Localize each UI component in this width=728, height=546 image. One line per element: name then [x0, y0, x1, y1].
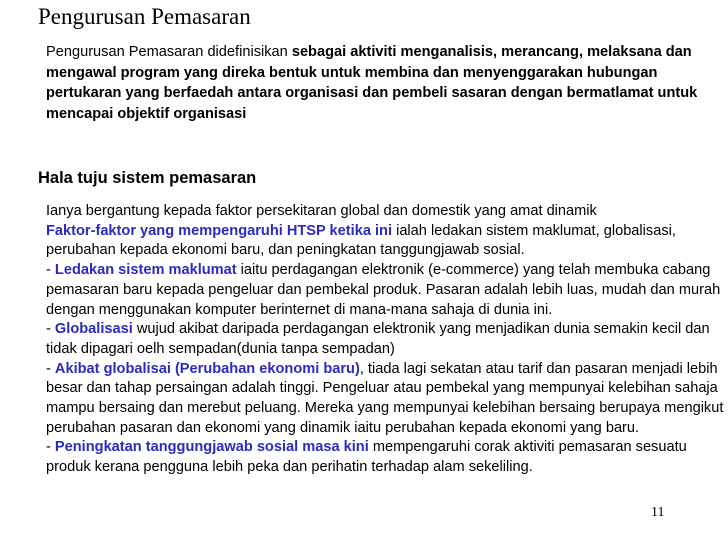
- item-ledakan-keyword: Ledakan sistem maklumat: [54, 262, 237, 279]
- item-ekonomi-baru: [46, 360, 726, 439]
- item-ekonomi-baru-text: , tiada lagi sekatan atau tarif dan pasaran menjadi lebih besar dan tahap persaingan adalah tinggi. Pengeluar atau pembekal yang mempunyai kelebihan sahaja mampu bersaing dan merebut peluang. Mereka yang mempunyai kelebihan bersaing berupaya mengikut perubahan pasaran dan ekonomi yang dinamik iaitu perubahan kepada ekonomi yang baru.: [46, 360, 724, 436]
- item-tanggungjawab-text: mempengaruhi corak aktiviti pemasaran sesuatu produk kerana pengguna lebih peka dan perihatin terhadap alam sekeliling.: [46, 439, 687, 476]
- factors-text: ialah ledakan sistem maklumat, globalisasi, perubahan kepada ekonomi baru, dan peningkatan tanggungjawab sosial.: [46, 222, 676, 259]
- definition-paragraph: [46, 42, 726, 124]
- factors-keyword: Faktor-faktor yang mempengaruhi HTSP ketika ini: [46, 222, 393, 239]
- page-number: 11: [651, 505, 665, 520]
- definition-intro: Pengurusan Pemasaran didefinisikan: [46, 44, 292, 60]
- slide-title: Pengurusan Pemasaran: [38, 4, 251, 29]
- intro-line: Ianya bergantung kepada faktor persekitaran global dan domestik yang amat dinamik: [46, 203, 597, 219]
- item-ledakan: [46, 261, 726, 320]
- body-text: [46, 202, 726, 478]
- item-tanggungjawab: [46, 438, 726, 477]
- section-heading: Hala tuju sistem pemasaran: [38, 169, 257, 187]
- item-ekonomi-baru-keyword: Akibat globalisai (Perubahan ekonomi baru): [54, 360, 360, 377]
- factors-paragraph: [46, 222, 726, 261]
- item-globalisasi-keyword: Globalisasi: [54, 321, 133, 338]
- item-tanggungjawab-keyword: Peningkatan tanggungjawab sosial masa kini: [54, 439, 369, 456]
- item-globalisasi: [46, 320, 726, 359]
- item-dash: -: [46, 321, 55, 338]
- item-ledakan-text: iaitu perdagangan elektronik (e-commerce) yang telah membuka cabang pemasaran baru kepada pengeluar dan pembekal produk. Pasaran adalah lebih luas, mudah dan murah dengan menggunakan komputer berinternet di mana-mana sahaja di dunia ini.: [46, 262, 721, 318]
- definition-bold-text: sebagai aktiviti menganalisis, merancang, melaksana dan mengawal program yang direka bentuk untuk membina dan menyenggarakan hubungan pertukaran yang berfaedah antara organisasi dan pembeli sasaran dengan bermatlamat untuk mencapai objektif organisasi: [46, 44, 698, 122]
- item-dash: -: [46, 262, 55, 279]
- item-globalisasi-text: wujud akibat daripada perdagangan elektronik yang menjadikan dunia semakin kecil dan tidak dipagari oelh sempadan(dunia tanpa sempadan): [46, 321, 710, 357]
- item-dash: -: [46, 360, 55, 377]
- item-dash: -: [46, 439, 55, 456]
